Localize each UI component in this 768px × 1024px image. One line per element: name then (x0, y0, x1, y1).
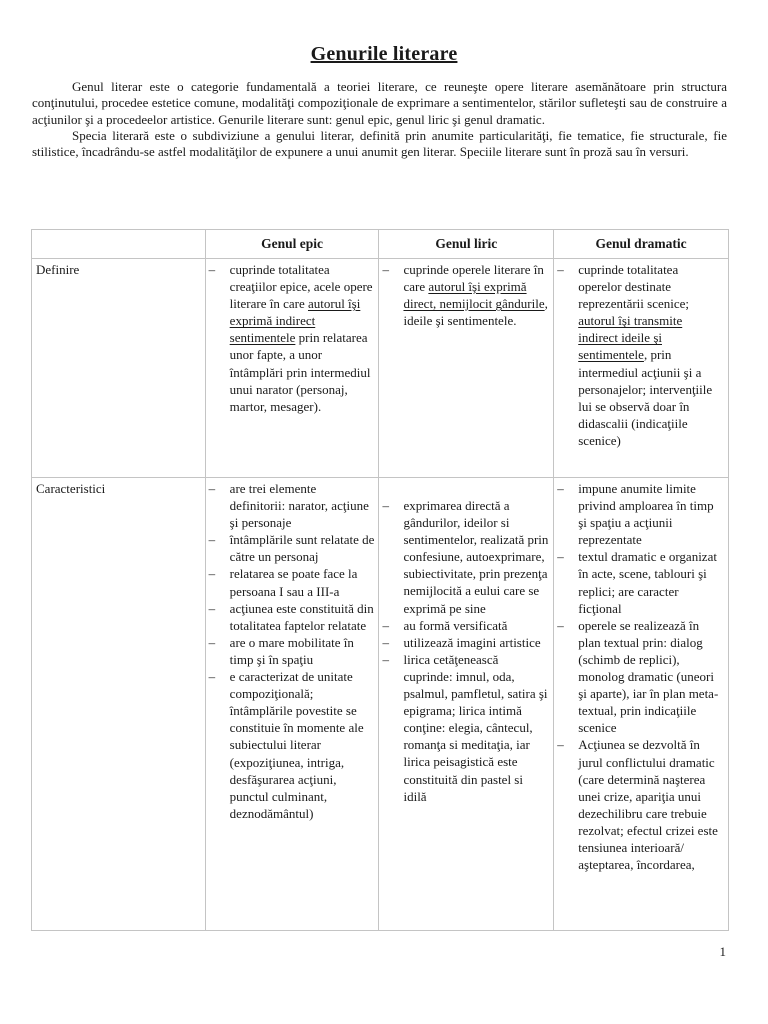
list-item (209, 600, 375, 634)
table-row-definire (32, 259, 729, 478)
row-label-definire: Definire (32, 259, 206, 478)
list-item (209, 480, 375, 531)
table-row-caracteristici (32, 478, 729, 931)
cell-caracteristici-epic (205, 478, 379, 931)
page-title: Genurile literare (310, 43, 458, 65)
list-item (557, 617, 724, 737)
header-empty (32, 230, 206, 259)
item-text: are trei elemente definitorii: narator, acţiune şi personaje (229, 481, 369, 531)
page-number: 1 (719, 944, 726, 959)
list-item (557, 548, 724, 616)
item-text: impune anumite limite privind amploarea în timp şi spaţiu a acţiunii reprezentate (578, 481, 714, 548)
definire-dramatic-list (557, 261, 724, 449)
item-text: acţiunea este constituită din totalitatea faptelor relatate (229, 600, 374, 633)
list-item (382, 497, 549, 617)
item-text: au formă versificată (403, 617, 508, 633)
item-text: e caracterizat de unitate compoziţională; întâmplările povestite se constituie în momente ale subiectului literar (expoziţiunea, intriga, desfăşurarea acţiuni, punctul culminant, deznodământul) (229, 669, 364, 821)
item-text: textul dramatic e organizat în acte, scene, tablouri şi replici; are caracter ficţional (578, 549, 717, 616)
intro-section (32, 79, 727, 160)
list-item (209, 531, 375, 565)
item-text: operele se realizează în plan textual prin: dialog (schimb de replici), monolog dramatic (uneori şi aparte), iar în plan meta-textual, prin indicaţiile scenice (578, 617, 719, 736)
underlined-text: autorul îşi transmite indirect ideile şi sentimentele (578, 313, 683, 363)
item-text: lirica cetăţenească cuprinde: imnul, oda, psalmul, pamfletul, satira şi epigrama; lirica intimă conţine: elegia, cântecul, romanţa si meditaţia, iar lirica peisagistică este constituită din pastel si idilă (403, 651, 548, 804)
caracteristici-dramatic-list (557, 480, 724, 873)
genres-table (31, 229, 729, 931)
list-item (209, 634, 375, 668)
item-text: , prin intermediul acţiunii şi a personajelor; intervenţiile lui se observă doar în didascalii (indicaţiile scenice) (578, 347, 713, 448)
header-genul-liric: Genul liric (379, 230, 554, 259)
definire-liric-list (382, 261, 549, 329)
definire-epic-list (209, 261, 375, 415)
list-item (209, 565, 375, 599)
caracteristici-epic-list (209, 480, 375, 822)
item-text: exprimarea directă a gândurilor, ideilor si sentimentelor, realizată prin confesiune, autoexprimare, subiectivitate, prin prezenţa nemijlocită a eului care se exprimă pe sine (403, 498, 549, 616)
list-item (382, 617, 549, 634)
underlined-text: autorul îşi exprimă indirect sentimentele (229, 296, 361, 346)
list-item (209, 668, 375, 822)
list-item (382, 634, 549, 651)
underlined-text: autorul îşi exprimă direct, nemijlocit gândurile (403, 279, 545, 312)
cell-caracteristici-liric (379, 478, 554, 931)
header-genul-epic: Genul epic (205, 230, 379, 259)
item-text: Acţiunea se dezvoltă în jurul conflictului dramatic (care determină naşterea unei crize, apariţia unui dezechilibru care trebuie rezolvat; efectul crizei este tensiunea interioară/ aşteptarea, încordarea, (578, 737, 718, 873)
cell-definire-liric (379, 259, 554, 478)
table-header-row (32, 230, 729, 259)
list-item (557, 261, 724, 449)
item-text: cuprinde totalitatea creaţiilor epice, acele opere literare în care (229, 262, 373, 312)
cell-definire-dramatic (554, 259, 729, 478)
item-text: cuprinde operele literare în care (403, 262, 544, 295)
item-text: are o mare mobilitate în timp şi în spaţiu (229, 634, 354, 667)
item-text: cuprinde totalitatea operelor destinate reprezentării scenice; (578, 262, 690, 312)
header-genul-dramatic: Genul dramatic (554, 230, 729, 259)
list-item (209, 261, 375, 415)
item-text: întâmplările sunt relatate de către un personaj (229, 532, 375, 565)
intro-paragraph-genul: Genul literar este o categorie fundamentală a teoriei literare, ce reuneşte opere literare asemănătoare prin structura conţinutului, procedee estetice comune, modalităţi compoziţionale de exprimare a sentimentelor, stărilor sufleteşti sau de construire a acţiunilor şi a procedeelor artistice. Genurile literare sunt: genul epic, genul liric şi genul dramatic. (32, 79, 727, 127)
row-label-caracteristici: Caracteristici (32, 478, 206, 931)
intro-paragraph-specia: Specia literară este o subdiviziune a genului literar, definită prin anumite particularităţi, fie tematice, fie structurale, fie stilistice, încadrându-se astfel modalităţilor de expunere a unui anumit gen literar. Speciile literare sunt în proză sau în versuri. (32, 127, 727, 160)
list-item (557, 480, 724, 548)
caracteristici-liric-list (382, 497, 549, 805)
list-item (382, 651, 549, 805)
item-text: relatarea se poate face la persoana I sau a III-a (229, 566, 358, 599)
cell-definire-epic (205, 259, 379, 478)
list-item (557, 736, 724, 873)
cell-caracteristici-dramatic (554, 478, 729, 931)
item-text: utilizează imagini artistice (403, 634, 541, 650)
list-item (382, 261, 549, 329)
item-text: , ideile şi sentimentele. (403, 296, 548, 329)
item-text: prin relatarea unor fapte, a unor întâmplări prin intermediul unui narator (personaj, martor, mesager). (229, 330, 371, 414)
